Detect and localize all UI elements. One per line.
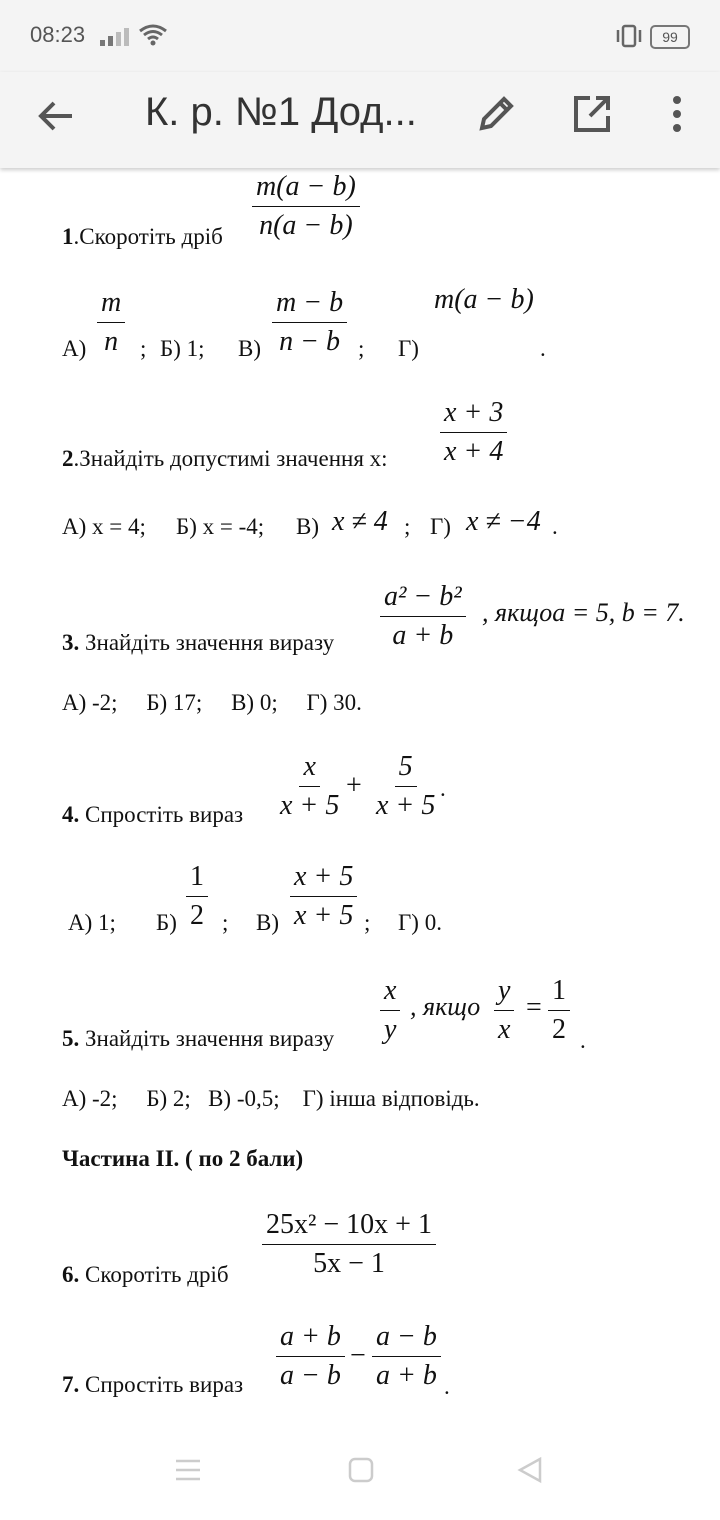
q6-text: 6. Скоротіть дріб: [62, 1262, 229, 1287]
q5-answers: А) -2; Б) 2; В) -0,5; Г) інша відповідь.: [62, 1086, 480, 1111]
q2-text: 2.Знайдіть допустимі значення x:: [62, 446, 388, 471]
q1-sep2: ;: [358, 336, 365, 361]
menu-icon[interactable]: [174, 1458, 202, 1487]
vibrate-icon: [614, 24, 644, 53]
q5-fraction-2: $\frac{y}{x}$: [494, 972, 514, 1049]
q4-option-d: Г) 0.: [398, 910, 442, 935]
back-triangle-icon[interactable]: [516, 1456, 544, 1489]
q5-fraction-3: $\frac{1}{2}$: [548, 972, 570, 1049]
q4-option-b: Б): [156, 910, 177, 935]
document-title: К. р. №1 Дод...: [145, 90, 417, 134]
q4-option-a: А) 1;: [68, 910, 116, 935]
q1-option-b: Б) 1;: [160, 336, 205, 361]
q1-fraction: $\frac{m(a - b)}{n(a - b)}$: [252, 168, 360, 245]
home-icon[interactable]: [347, 1456, 375, 1489]
q4-sep1: ;: [222, 910, 229, 935]
q2-option-b: Б) x = -4;: [176, 514, 265, 539]
wifi-icon: [138, 23, 168, 52]
pencil-icon[interactable]: [474, 92, 518, 141]
navigation-bar: [0, 1420, 720, 1520]
q3-answers: А) -2; Б) 17; В) 0; Г) 30.: [62, 690, 362, 715]
q3-text: 3. Знайдіть значення виразу: [62, 630, 335, 655]
q5-condition: , якщо: [410, 992, 481, 1021]
q7-end: .: [444, 1374, 450, 1399]
q4-option-c: В): [256, 910, 279, 935]
battery-icon: 99: [650, 25, 690, 49]
q7-fraction-2: $\frac{a - b}{a + b}$: [372, 1318, 441, 1395]
q7-text: 7. Спростіть вираз: [62, 1372, 244, 1397]
q4-sep2: ;: [364, 910, 371, 935]
q2-end: .: [552, 514, 558, 539]
q5-end: .: [580, 1028, 586, 1053]
q4-option-c-frac: $\frac{x + 5}{x + 5}$: [290, 858, 357, 935]
q2-option-c: В): [296, 514, 319, 539]
q4-option-b-frac: $\frac{1}{2}$: [186, 858, 208, 935]
q6-fraction: $\frac{\text{25x² − 10x + 1}}{5x - 1}$: [262, 1206, 436, 1283]
q1-option-d: Г): [398, 336, 419, 361]
more-vert-icon[interactable]: [662, 92, 692, 141]
q2-fraction: $\frac{x + 3}{x + 4}$: [440, 394, 507, 471]
open-external-icon[interactable]: [570, 92, 614, 141]
arrow-left-icon[interactable]: [34, 94, 78, 143]
q4-fraction-2: $\frac{5}{x + 5}$: [372, 748, 439, 825]
q4-end: .: [440, 776, 446, 801]
q1-option-c-frac: $\frac{m - b}{n - b}$: [272, 284, 347, 361]
q1-option-d-expr: m(a − b): [434, 284, 534, 315]
q4-text: 4. Спростіть вираз: [62, 802, 244, 827]
q7-fraction-1: $\frac{a + b}{a - b}$: [276, 1318, 345, 1395]
document-content: [0, 168, 720, 1420]
q2-option-c-expr: x ≠ 4: [332, 506, 388, 537]
q2-option-d-expr: x ≠ −4: [466, 506, 541, 537]
q7-minus: −: [350, 1340, 366, 1371]
q3-fraction: $\frac{\text{a² − b²}}{a + b}$: [380, 578, 466, 655]
q5-fraction-1: $\frac{x}{y}$: [380, 972, 400, 1049]
signal-icon: [100, 28, 130, 53]
app-bar: [0, 72, 720, 168]
status-bar: [0, 0, 720, 72]
q1-option-a: А): [62, 336, 87, 361]
q2-option-d: Г): [430, 514, 451, 539]
q5-equals: =: [526, 992, 542, 1023]
q4-plus: +: [346, 770, 362, 801]
q4-fraction-1: $\frac{x}{x + 5}$: [276, 748, 343, 825]
q2-option-a: А) x = 4;: [62, 514, 146, 539]
part2-heading: Частина ІІ. ( по 2 бали): [62, 1146, 304, 1171]
q1-end: .: [540, 336, 546, 361]
q2-sep: ;: [404, 514, 411, 539]
q5-text: 5. Знайдіть значення виразу: [62, 1026, 335, 1051]
q1-sep1: ;: [140, 336, 147, 361]
q3-condition: , якщоa = 5, b = 7.: [482, 598, 685, 627]
q1-option-a-frac: $\frac{m}{n}$: [97, 284, 125, 361]
q1-text: 1.Скоротіть дріб: [62, 224, 223, 249]
q1-option-c: В): [238, 336, 261, 361]
status-time: 08:23: [30, 22, 86, 47]
